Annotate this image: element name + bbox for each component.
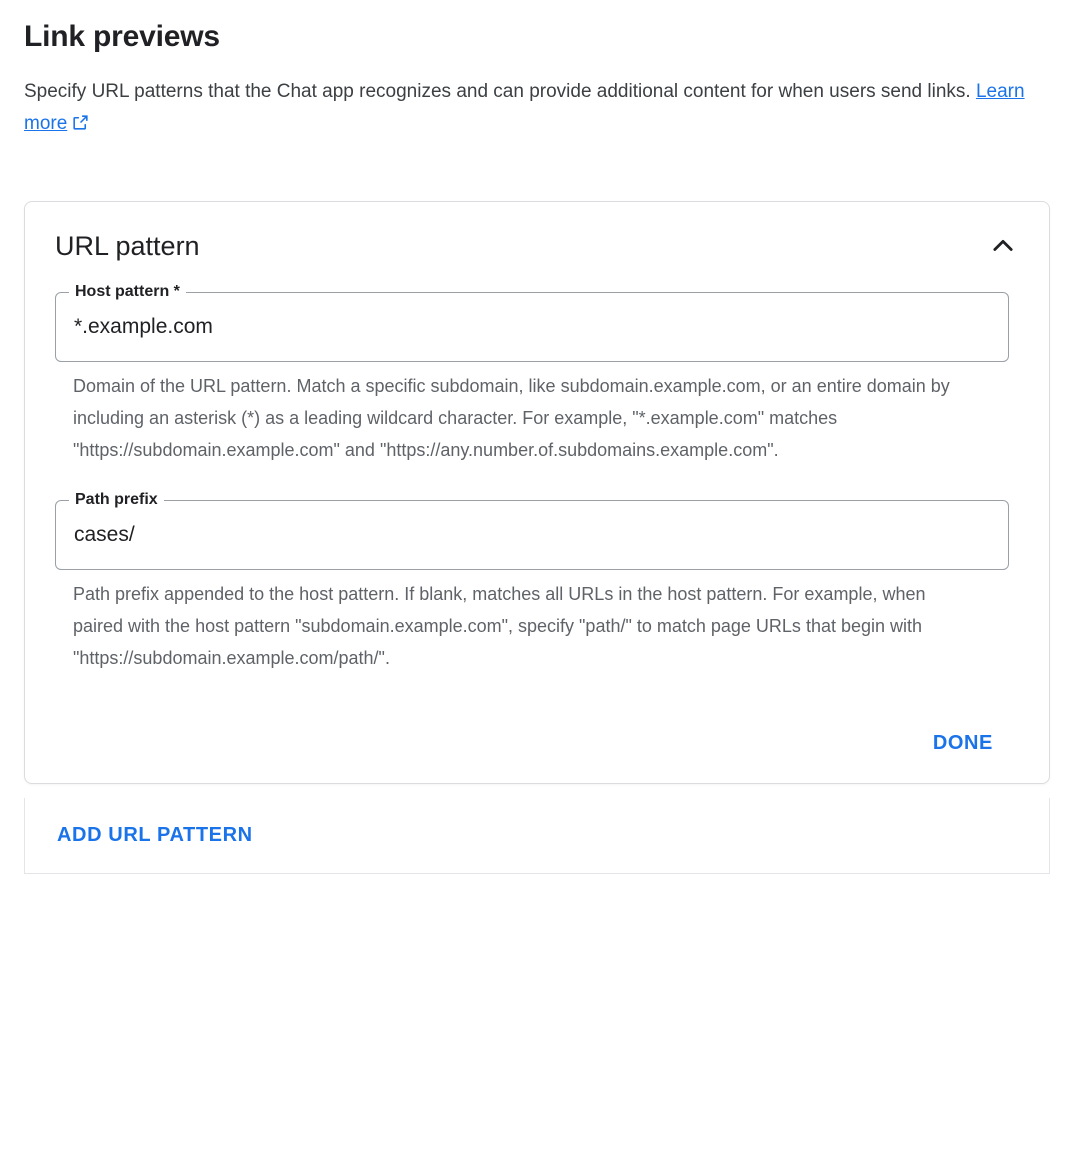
learn-more-link[interactable]: Learn more: [24, 81, 1025, 134]
path-prefix-field-group: [55, 491, 1019, 674]
host-pattern-label: Host pattern *: [69, 282, 186, 302]
page-description-text: Specify URL patterns that the Chat app recognizes and can provide additional content for when users send links.: [24, 81, 976, 102]
card-actions: [55, 726, 999, 761]
page-description: [24, 76, 1044, 143]
add-url-pattern-card[interactable]: [24, 798, 1050, 874]
chevron-up-icon[interactable]: [987, 230, 1019, 262]
path-prefix-helper-text: Path prefix appended to the host pattern. If blank, matches all URLs in the host pattern. For example, when paired with the host pattern "subdomain.example.com", specify "path/" to match page URLs that begin with "https://subdomain.example.com/path/".: [73, 584, 926, 668]
page-title: Link previews: [24, 20, 220, 53]
path-prefix-label: Path prefix: [69, 490, 164, 510]
path-prefix-field[interactable]: [55, 491, 1019, 570]
host-pattern-field[interactable]: [55, 283, 1019, 362]
url-pattern-card-header: [55, 230, 1019, 262]
path-prefix-input-box[interactable]: [55, 500, 1009, 570]
host-pattern-input-box[interactable]: [55, 292, 1009, 362]
done-button[interactable]: DONE: [927, 726, 999, 761]
external-link-icon: [71, 111, 90, 143]
card-title: URL pattern: [55, 231, 200, 261]
url-pattern-card: [24, 201, 1050, 784]
add-url-pattern-button[interactable]: ADD URL PATTERN: [57, 824, 253, 846]
host-pattern-field-group: [55, 283, 1019, 466]
host-pattern-input[interactable]: [74, 314, 990, 340]
host-pattern-helper-text: Domain of the URL pattern. Match a specific subdomain, like subdomain.example.com, or an entire domain by including an asterisk (*) as a leading wildcard character. For example, "*.example.com" matches "https://subdomain.example.com" and "https://any.number.of.subdomains.example.com".: [73, 376, 950, 460]
path-prefix-input[interactable]: [74, 522, 990, 548]
